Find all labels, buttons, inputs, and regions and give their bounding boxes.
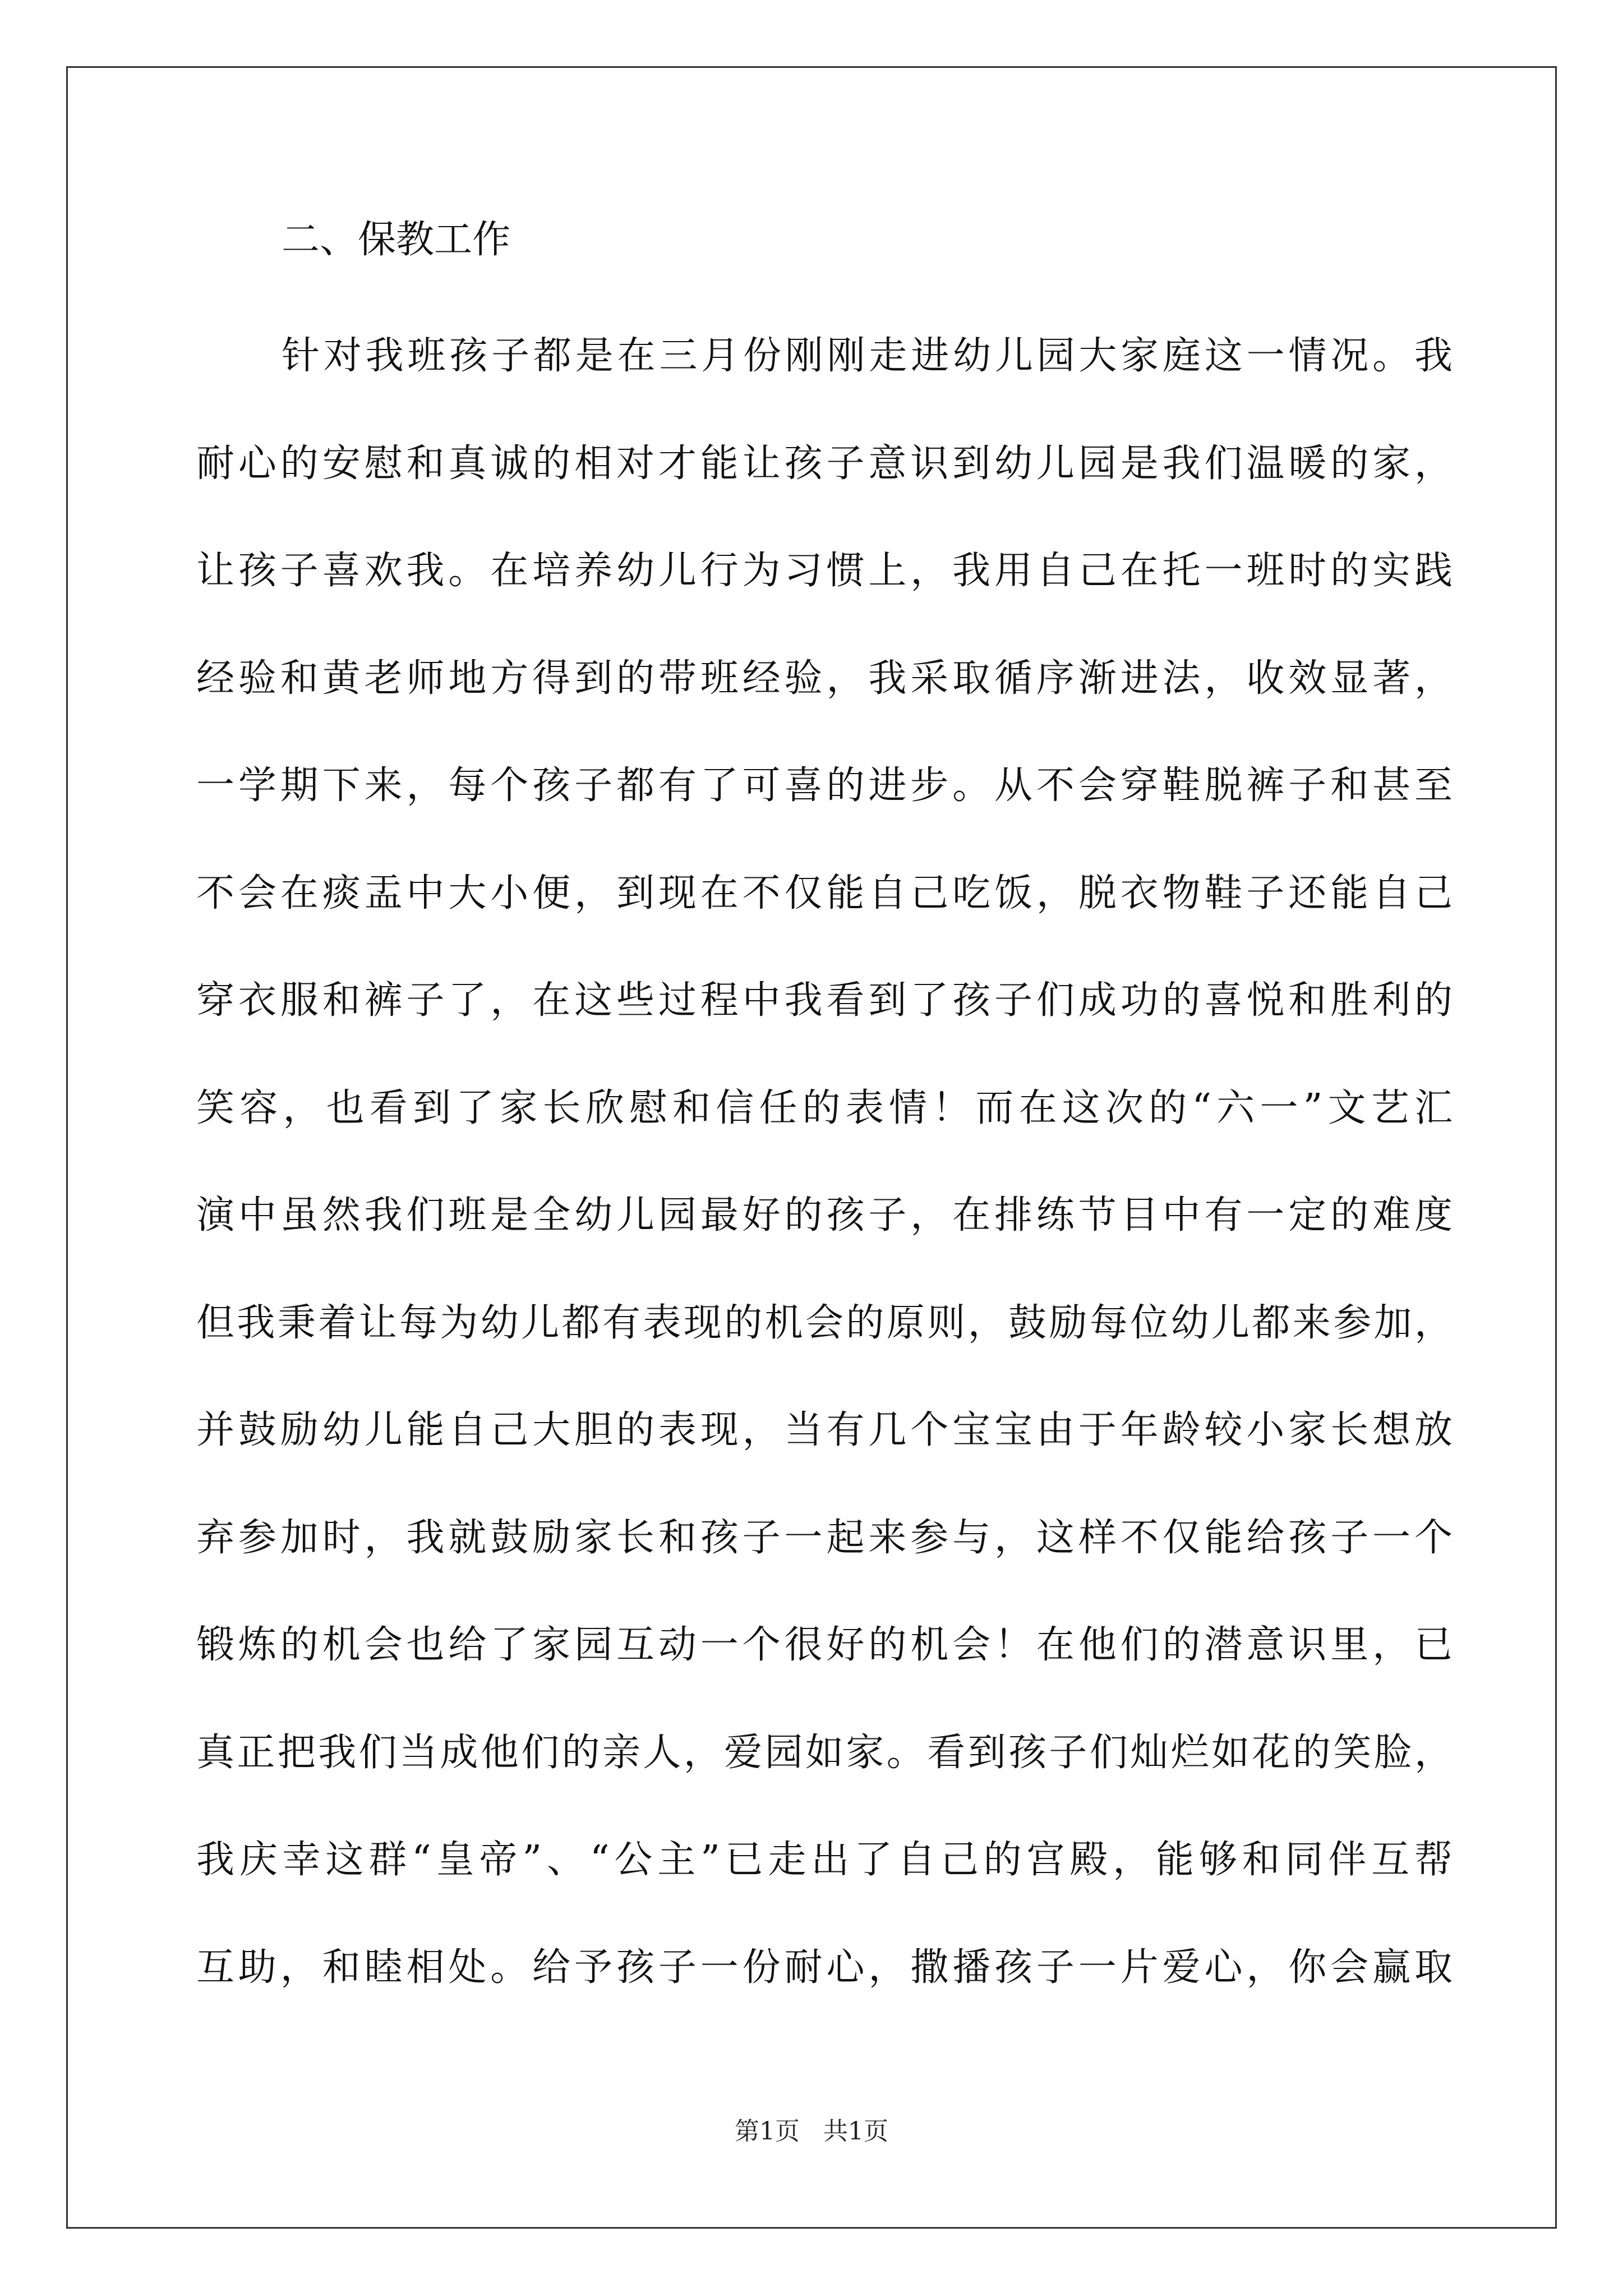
- text-line: 让孩子喜欢我。在培养幼儿行为习惯上，我用自己在托一班时的实践: [196, 549, 1453, 593]
- paragraph: [196, 329, 1453, 1995]
- text-line: 一学期下来，每个孩子都有了可喜的进步。从不会穿鞋脱裤子和甚至: [196, 763, 1453, 808]
- text-line: 并鼓励幼儿能自己大胆的表现，当有几个宝宝由于年龄较小家长想放: [196, 1408, 1453, 1452]
- document-body: [196, 213, 1453, 2048]
- text-line: 穿衣服和裤子了，在这些过程中我看到了孩子们成功的喜悦和胜利的: [196, 978, 1453, 1023]
- text-line: 耐心的安慰和真诚的相对才能让孩子意识到幼儿园是我们温暖的家，: [196, 441, 1453, 486]
- text-line: 演中虽然我们班是全幼儿园最好的孩子，在排练节目中有一定的难度: [196, 1193, 1453, 1237]
- section-heading: 二、保教工作: [282, 218, 511, 262]
- text-line: 不会在痰盂中大小便，到现在不仅能自己吃饭，脱衣物鞋子还能自己: [196, 871, 1453, 915]
- text-line: 互助，和睦相处。给予孩子一份耐心，撒播孩子一片爱心，你会赢取: [196, 1945, 1453, 1990]
- page-footer: 第1页 共1页: [735, 2117, 888, 2146]
- text-line: 真正把我们当成他们的亲人，爱园如家。看到孩子们灿烂如花的笑脸，: [196, 1730, 1453, 1775]
- text-line: 弃参加时，我就鼓励家长和孩子一起来参与，这样不仅能给孩子一个: [196, 1515, 1453, 1560]
- text-line: 针对我班孩子都是在三月份刚刚走进幼儿园大家庭这一情况。我: [282, 334, 1453, 378]
- text-line: 但我秉着让每为幼儿都有表现的机会的原则，鼓励每位幼儿都来参加，: [196, 1300, 1453, 1345]
- text-line: 经验和黄老师地方得到的带班经验，我采取循序渐进法，收效显著，: [196, 656, 1453, 701]
- text-line: 锻炼的机会也给了家园互动一个很好的机会！在他们的潜意识里，已: [196, 1623, 1453, 1667]
- text-line: 我庆幸这群“皇帝”、“公主”已走出了自己的宫殿，能够和同伴互帮: [196, 1838, 1453, 1882]
- text-line: 笑容，也看到了家长欣慰和信任的表情！而在这次的“六一”文艺汇: [196, 1085, 1453, 1130]
